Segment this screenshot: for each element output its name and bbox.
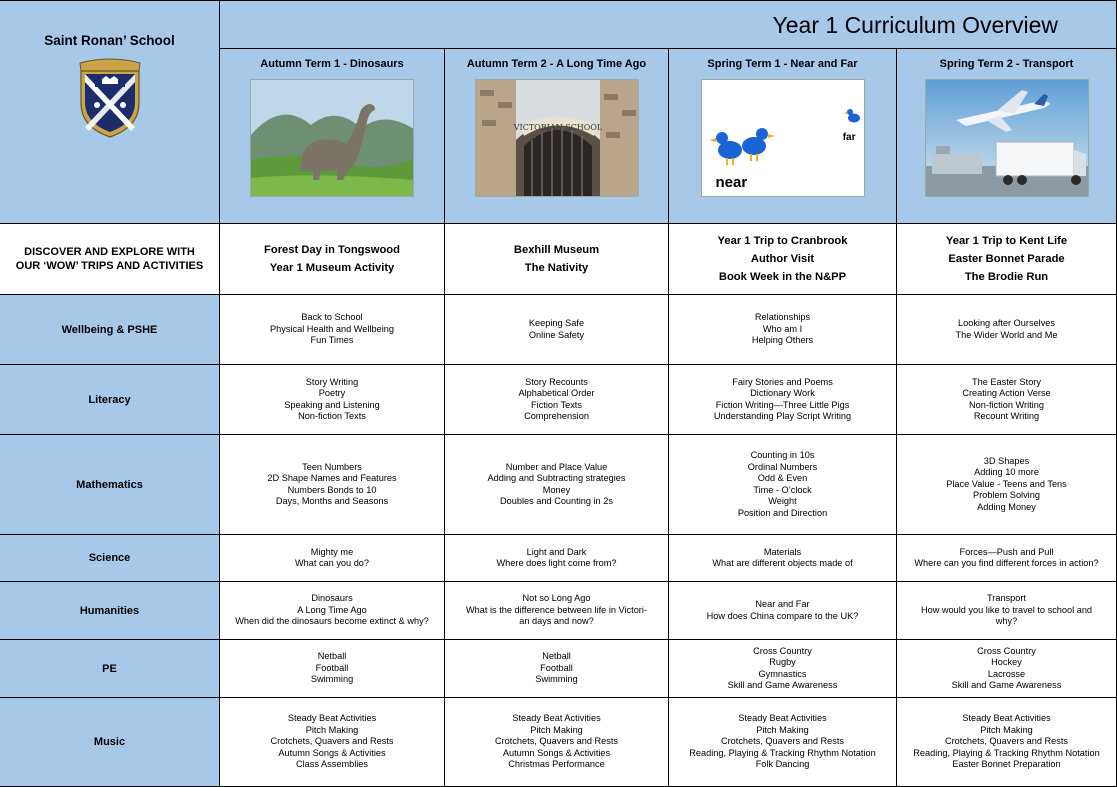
- cell-line: Crotchets, Quavers and Rests: [270, 736, 394, 747]
- row-label-line: Humanities: [79, 604, 140, 617]
- cell-line: Gymnastics: [758, 668, 807, 679]
- cell-line: A Long Time Ago: [297, 604, 367, 615]
- cell-line: Mighty me: [310, 546, 354, 557]
- term-cell-1: [220, 49, 445, 224]
- cell-line: Back to School: [301, 312, 363, 323]
- school-crest-icon: [75, 57, 145, 139]
- cell-line: Book Week in the N&PP: [718, 271, 847, 283]
- cell-line: Numbers Bonds to 10: [287, 484, 377, 495]
- cell-wow-term1: [220, 224, 445, 295]
- cell-line: Adding Money: [977, 501, 1036, 512]
- cell-line: Easter Bonnet Parade: [948, 253, 1065, 265]
- cell-mathematics-term2: [445, 435, 669, 535]
- cell-literacy-term2: [445, 365, 669, 435]
- cell-line: Reading, Playing & Tracking Rhythm Notation: [689, 747, 876, 758]
- transport-picture: [925, 79, 1089, 197]
- cell-line: Skill and Game Awareness: [727, 680, 838, 690]
- cell-line: Story Recounts: [525, 376, 588, 387]
- cell-line: How does China compare to the UK?: [706, 610, 859, 621]
- cell-line: Fiction Texts: [531, 399, 582, 410]
- cell-line: Football: [315, 662, 349, 673]
- term-cell-4: [897, 49, 1117, 224]
- cell-line: Recount Writing: [973, 411, 1040, 421]
- cell-science-term2: [445, 535, 669, 582]
- cell-line: Class Assemblies: [296, 759, 368, 770]
- cell-humanities-term4: [897, 582, 1117, 640]
- cell-wellbeing-term3: [669, 295, 897, 365]
- cell-wow-term3: [669, 224, 897, 295]
- cell-line: Fun Times: [310, 335, 354, 346]
- cell-line: Odd & Even: [757, 473, 808, 483]
- cell-line: Fairy Stories and Poems: [732, 376, 833, 387]
- cell-line: Physical Health and Wellbeing: [270, 323, 394, 334]
- cell-line: Reading, Playing & Tracking Rhythm Notation: [913, 747, 1100, 758]
- cell-line: The Brodie Run: [964, 271, 1049, 283]
- cell-line: Teen Numbers: [302, 461, 362, 472]
- cell-line: Forest Day in Tongswood: [264, 244, 400, 256]
- school-name: Saint Ronan’ School: [44, 33, 175, 48]
- dinosaur-icon: [251, 80, 414, 197]
- cell-pe-term1: [220, 640, 445, 698]
- cell-line: Lacrosse: [987, 668, 1026, 679]
- cell-line: Crotchets, Quavers and Rests: [720, 736, 845, 747]
- cell-line: Where does light come from?: [496, 558, 617, 568]
- cell-line: Cross Country: [753, 645, 812, 656]
- cell-line: Counting in 10s: [750, 450, 815, 460]
- cell-line: Comprehension: [524, 411, 589, 421]
- cell-line: Adding and Subtracting strategies: [487, 473, 626, 483]
- svg-text:VICTORIAN SCHOOL: VICTORIAN SCHOOL: [513, 123, 602, 132]
- cell-line: 3D Shapes: [983, 455, 1030, 466]
- row-label-wow: [0, 224, 220, 295]
- cell-line: Netball: [542, 651, 571, 662]
- cell-line: Keeping Safe: [528, 318, 585, 328]
- cell-wellbeing-term1: [220, 295, 445, 365]
- cell-line: Materials: [763, 546, 802, 557]
- cell-line: Pitch Making: [980, 724, 1033, 735]
- cell-line: Adding 10 more: [974, 467, 1039, 478]
- cell-music-term3: [669, 698, 897, 787]
- cell-line: Weight: [768, 496, 797, 506]
- cell-line: Easter Bonnet Preparation: [952, 759, 1061, 770]
- cell-line: Problem Solving: [973, 490, 1040, 501]
- cell-line: Pitch Making: [305, 724, 359, 735]
- cell-line: Money: [542, 484, 571, 495]
- cell-mathematics-term1: [220, 435, 445, 535]
- cell-line: Dictionary Work: [750, 388, 815, 398]
- cell-line: Non-fiction Texts: [298, 411, 366, 421]
- victorian-school-picture: [475, 79, 639, 197]
- row-label-mathematics: [0, 435, 220, 535]
- cell-line: Steady Beat Activities: [962, 713, 1051, 724]
- cell-line: Fiction Writing—Three Little Pigs: [715, 399, 850, 410]
- cell-humanities-term3: [669, 582, 897, 640]
- cell-wow-term4: [897, 224, 1117, 295]
- cell-line: Time - O’clock: [753, 484, 812, 495]
- cell-line: Doubles and Counting in 2s: [500, 496, 613, 506]
- row-label-science: [0, 535, 220, 582]
- near-far-birds-picture: [701, 79, 865, 197]
- cell-line: Looking after Ourselves: [957, 318, 1056, 328]
- far-label: far: [842, 132, 856, 143]
- cell-wellbeing-term4: [897, 295, 1117, 365]
- cell-line: Football: [540, 662, 573, 673]
- cell-line: Steady Beat Activities: [738, 713, 827, 724]
- cell-line: When did the dinosaurs become extinct & why?: [235, 616, 429, 627]
- cell-line: Pitch Making: [530, 724, 583, 735]
- term-cell-3: [669, 49, 897, 224]
- cell-science-term3: [669, 535, 897, 582]
- cell-line: Skill and Game Awareness: [951, 680, 1062, 690]
- dinosaur-picture: [250, 79, 414, 197]
- cell-line: Story Writing: [305, 376, 359, 387]
- cell-line: Light and Dark: [526, 546, 587, 557]
- row-label-wellbeing: [0, 295, 220, 365]
- cell-literacy-term3: [669, 365, 897, 435]
- cell-line: The Wider World and Me: [955, 329, 1058, 340]
- cell-line: Year 1 Museum Activity: [269, 262, 395, 274]
- title-cell: [220, 1, 1117, 49]
- row-label-literacy: [0, 365, 220, 435]
- cell-line: Year 1 Trip to Cranbrook: [717, 235, 848, 247]
- cell-line: Ordinal Numbers: [747, 461, 818, 472]
- cell-line: Understanding Play Script Writing: [713, 411, 852, 421]
- cell-line: Folk Dancing: [755, 759, 810, 770]
- cell-line: Swimming: [310, 674, 354, 685]
- cell-line: an days and now?: [519, 616, 594, 627]
- row-label-line: PE: [102, 662, 117, 675]
- cell-line: How would you like to travel to school and: [920, 604, 1093, 615]
- cell-humanities-term2: [445, 582, 669, 640]
- cell-line: Helping Others: [751, 335, 814, 346]
- cell-line: Not so Long Ago: [522, 593, 591, 604]
- row-label-pe: [0, 640, 220, 698]
- row-label-line: Science: [88, 552, 131, 564]
- cell-line: Hockey: [991, 657, 1022, 667]
- term-cell-2: [445, 49, 669, 224]
- cell-line: Cross Country: [977, 645, 1036, 656]
- cell-line: Christmas Performance: [508, 759, 605, 770]
- cell-line: The Easter Story: [972, 376, 1041, 387]
- term-heading-2: Autumn Term 2 - A Long Time Ago: [466, 58, 647, 70]
- cell-line: Author Visit: [750, 253, 815, 265]
- near-label: near: [715, 173, 748, 191]
- cell-line: Place Value - Teens and Tens: [946, 478, 1067, 489]
- cell-wow-term2: [445, 224, 669, 295]
- transport-icon: [926, 80, 1089, 197]
- cell-wellbeing-term2: [445, 295, 669, 365]
- cell-line: Alphabetical Order: [518, 388, 595, 398]
- cell-line: Crotchets, Quavers and Rests: [494, 736, 619, 747]
- row-label-music: [0, 698, 220, 787]
- cell-line: 2D Shape Names and Features: [267, 473, 397, 483]
- cell-line: Steady Beat Activities: [512, 713, 601, 724]
- cell-line: The Nativity: [524, 262, 589, 274]
- row-label-line: Literacy: [88, 393, 131, 406]
- cell-line: Pitch Making: [756, 724, 809, 735]
- cell-science-term4: [897, 535, 1117, 582]
- cell-line: Bexhill Museum: [513, 244, 600, 256]
- row-label-line: Wellbeing & PSHE: [61, 323, 158, 336]
- cell-line: Poetry: [318, 388, 346, 398]
- cell-music-term1: [220, 698, 445, 787]
- row-label-line: Mathematics: [76, 478, 143, 491]
- cell-humanities-term1: [220, 582, 445, 640]
- page-title: Year 1 Curriculum Overview: [772, 11, 1058, 38]
- cell-music-term4: [897, 698, 1117, 787]
- cell-line: Autumn Songs & Activities: [502, 747, 611, 758]
- term-heading-1: Autumn Term 1 - Dinosaurs: [260, 58, 404, 70]
- victorian-school-icon: [476, 80, 639, 197]
- cell-line: What is the difference between life in Victori-: [466, 604, 647, 615]
- cell-literacy-term1: [220, 365, 445, 435]
- cell-line: Netball: [317, 651, 347, 662]
- cell-line: Steady Beat Activities: [287, 713, 377, 724]
- cell-line: Swimming: [535, 674, 578, 685]
- cell-pe-term2: [445, 640, 669, 698]
- school-cell: [0, 1, 220, 224]
- cell-mathematics-term3: [669, 435, 897, 535]
- cell-line: Autumn Songs & Activities: [278, 747, 386, 758]
- cell-line: Non-fiction Writing: [969, 399, 1044, 410]
- cell-line: Forces—Push and Pull: [959, 546, 1054, 557]
- cell-line: Near and Far: [755, 599, 810, 609]
- cell-line: Rugby: [769, 657, 796, 667]
- row-label-line: OUR ‘WOW’ TRIPS AND ACTIVITIES: [15, 260, 204, 272]
- row-label-line: DISCOVER AND EXPLORE WITH: [24, 246, 195, 258]
- cell-line: What can you do?: [294, 558, 370, 568]
- cell-mathematics-term4: [897, 435, 1117, 535]
- cell-line: Position and Direction: [737, 507, 828, 518]
- row-label-humanities: [0, 582, 220, 640]
- cell-line: Online Safety: [528, 329, 585, 340]
- cell-line: Dinosaurs: [311, 593, 353, 604]
- term-heading-3: Spring Term 1 - Near and Far: [707, 58, 858, 70]
- cell-science-term1: [220, 535, 445, 582]
- term-heading-4: Spring Term 2 - Transport: [939, 58, 1074, 70]
- cell-line: Relationships: [754, 312, 811, 323]
- cell-line: Number and Place Value: [505, 461, 608, 472]
- cell-literacy-term4: [897, 365, 1117, 435]
- cell-line: Where can you find different forces in action?: [914, 558, 1099, 568]
- cell-pe-term4: [897, 640, 1117, 698]
- cell-line: Creating Action Verse: [962, 388, 1051, 398]
- cell-line: Crotchets, Quavers and Rests: [944, 736, 1069, 747]
- cell-line: Days, Months and Seasons: [275, 496, 389, 506]
- row-label-line: Music: [93, 736, 126, 748]
- cell-line: Transport: [987, 593, 1026, 604]
- cell-line: why?: [995, 616, 1018, 627]
- cell-pe-term3: [669, 640, 897, 698]
- cell-line: Who am I: [762, 323, 803, 334]
- cell-music-term2: [445, 698, 669, 787]
- cell-line: Year 1 Trip to Kent Life: [945, 235, 1068, 247]
- cell-line: Speaking and Listening: [284, 399, 380, 410]
- cell-line: What are different objects made of: [712, 558, 853, 568]
